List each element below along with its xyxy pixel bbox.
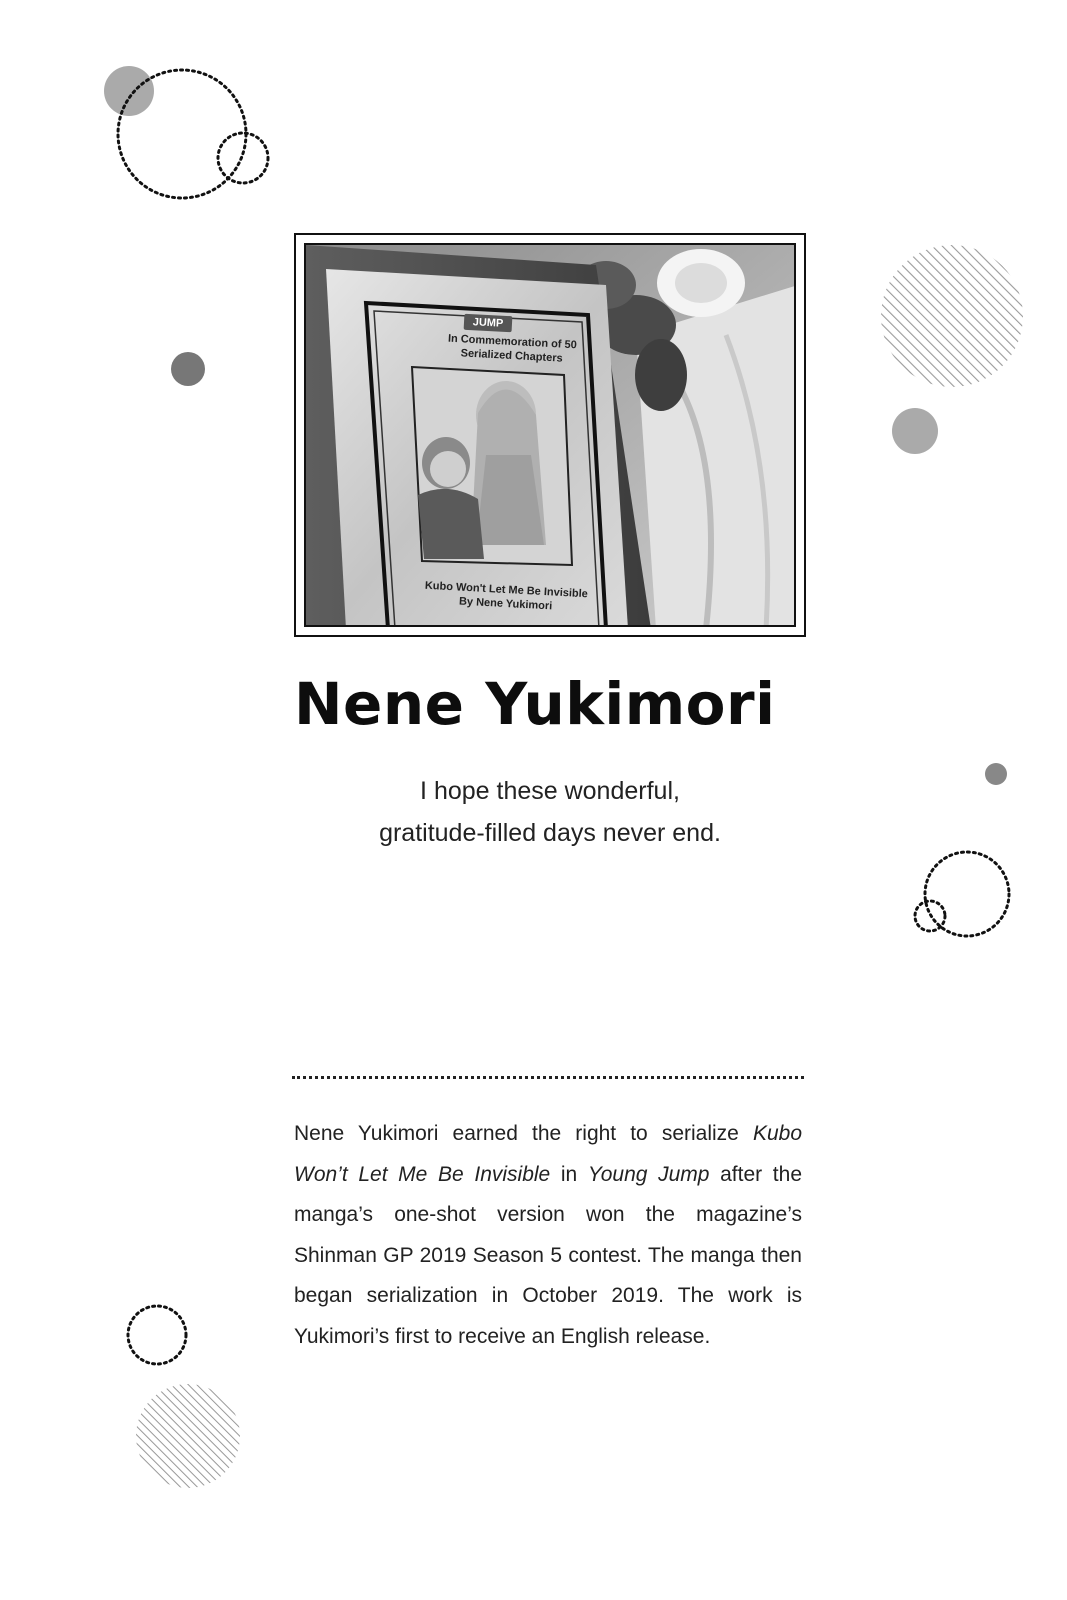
plaque-photo-illustration [306,245,796,627]
decorative-dot-right-large [890,406,940,456]
plaque-caption-line1: Kubo Won't Let Me Be Invisible [424,579,589,601]
decorative-circle-bottom-left [122,1300,192,1370]
dotted-divider [292,1076,804,1079]
plaque-photo [304,243,796,627]
plaque-caption-line2: By Nene Yukimori [458,595,553,613]
plaque-jump-logo: JUMP [464,314,513,332]
author-bio [294,1114,802,1357]
decorative-dot-left [170,351,206,387]
author-name: Nene Yukimori [294,670,776,738]
plaque-title-line1: In Commemoration of 50 [447,332,578,352]
bio-text-2: in [550,1162,588,1186]
decorative-hatched-circle-bottom-left [134,1382,242,1490]
decorative-dot-right-small [982,760,1010,788]
quote-line-2: gratitude-filled days never end. [379,819,721,847]
bio-magazine-title: Young Jump [587,1162,710,1186]
quote-line-1: I hope these wonderful, [420,777,680,805]
bio-text-3: after the manga’s one-shot version won the magazine’s Shinman GP 2019 Season 5 contest. The manga then began serialization in October 2019. The work is Yukimori’s first to receive an English release. [294,1162,802,1348]
decorative-hatched-circle-right [878,242,1026,390]
author-photo-frame [294,233,806,637]
bio-text-1: Nene Yukimori earned the right to serialize [294,1122,753,1145]
author-quote [320,770,780,854]
decorative-circles-top-left [95,55,285,215]
decorative-circles-right [906,846,1018,946]
bio-series-title: Kubo Won’t Let Me Be Invisible [294,1122,802,1186]
plaque-title-line2: Serialized Chapters [460,347,563,365]
